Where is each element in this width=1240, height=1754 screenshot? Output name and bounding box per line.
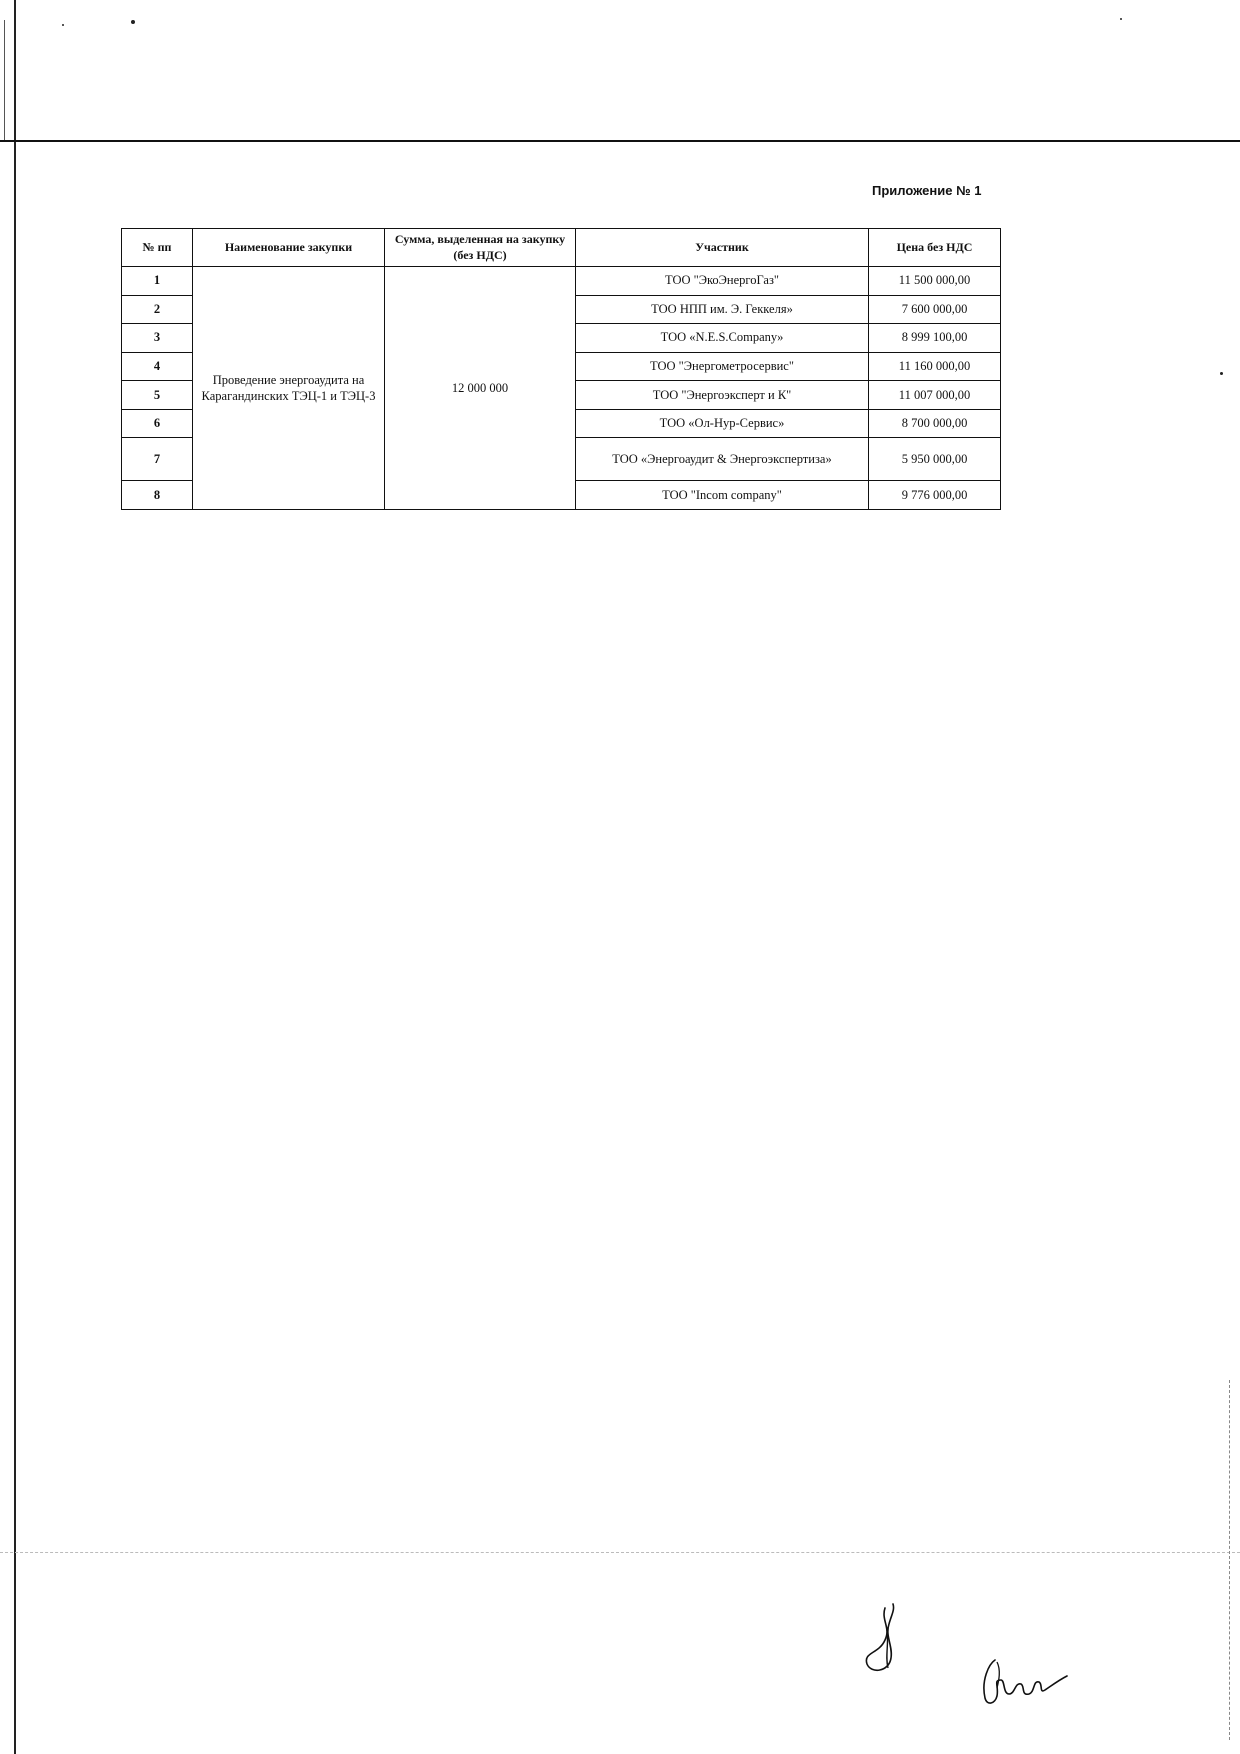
row-number: 3 [122, 324, 193, 353]
header-participant: Участник [576, 229, 869, 267]
appendix-title: Приложение № 1 [872, 183, 982, 198]
scan-edge-left [14, 0, 16, 1754]
signature-right [975, 1640, 1070, 1715]
procurement-table [121, 228, 1001, 510]
participant-cell: ТОО "ЭкоЭнергоГаз" [576, 267, 869, 296]
row-number: 2 [122, 295, 193, 324]
header-number: № пп [122, 229, 193, 267]
table-header-row [122, 229, 1001, 267]
header-procurement-name: Наименование закупки [193, 229, 385, 267]
row-number: 4 [122, 352, 193, 381]
price-cell: 11 160 000,00 [869, 352, 1001, 381]
allocated-sum-cell: 12 000 000 [385, 267, 576, 510]
participant-cell: ТОО "Incom company" [576, 481, 869, 510]
scan-speck [1120, 18, 1122, 20]
price-cell: 8 999 100,00 [869, 324, 1001, 353]
scan-speck [62, 24, 64, 26]
price-cell: 11 007 000,00 [869, 381, 1001, 410]
scan-edge-right [1229, 1380, 1230, 1740]
row-number: 8 [122, 481, 193, 510]
participant-cell: ТОО «N.E.S.Company» [576, 324, 869, 353]
row-number: 5 [122, 381, 193, 410]
row-number: 1 [122, 267, 193, 296]
header-price: Цена без НДС [869, 229, 1001, 267]
price-cell: 8 700 000,00 [869, 409, 1001, 438]
scan-edge-bottom [0, 1552, 1240, 1553]
procurement-name-cell: Проведение энергоаудита на Карагандинских ТЭЦ-1 и ТЭЦ-3 [193, 267, 385, 510]
scan-edge-left-inner [4, 20, 5, 140]
scan-speck [1220, 372, 1223, 375]
participant-cell: ТОО «Энергоаудит & Энергоэкспертиза» [576, 438, 869, 481]
participant-cell: ТОО "Энергоэксперт и К" [576, 381, 869, 410]
table-row [122, 267, 1001, 296]
scan-speck [131, 20, 135, 24]
price-cell: 11 500 000,00 [869, 267, 1001, 296]
price-cell: 9 776 000,00 [869, 481, 1001, 510]
price-cell: 5 950 000,00 [869, 438, 1001, 481]
participant-cell: ТОО НПП им. Э. Геккеля» [576, 295, 869, 324]
row-number: 7 [122, 438, 193, 481]
header-allocated-sum: Сумма, выделенная на закупку (без НДС) [385, 229, 576, 267]
signature-left [855, 1600, 915, 1680]
price-cell: 7 600 000,00 [869, 295, 1001, 324]
participant-cell: ТОО «Ол-Нур-Сервис» [576, 409, 869, 438]
scan-edge-top [0, 140, 1240, 142]
row-number: 6 [122, 409, 193, 438]
participant-cell: ТОО "Энергометросервис" [576, 352, 869, 381]
